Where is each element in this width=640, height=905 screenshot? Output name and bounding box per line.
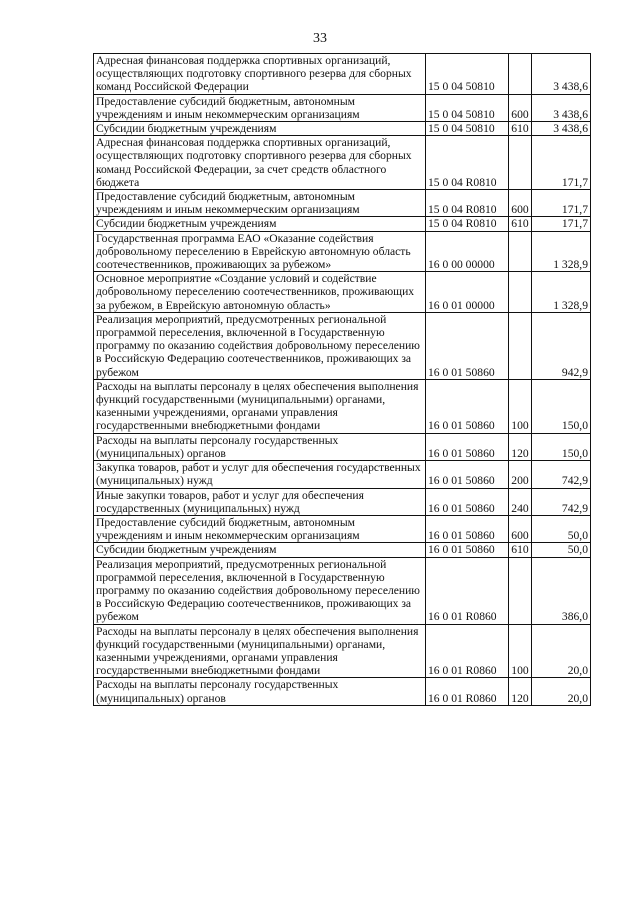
row-sum-cell: 50,0 xyxy=(532,543,591,557)
row-sum-cell: 171,7 xyxy=(532,190,591,217)
table-row xyxy=(94,543,591,557)
row-expense-type-cell xyxy=(509,557,532,624)
row-sum-cell: 171,7 xyxy=(532,217,591,231)
row-name-cell: Расходы на выплаты персоналу в целях обеспечения выполнения функций государственными (муниципальными) органами, казенными учреждениями, органами управления государственными внебюджетными фондами xyxy=(94,624,426,678)
table-row xyxy=(94,488,591,515)
row-target-code-cell: 15 0 04 R0810 xyxy=(426,190,509,217)
table-row xyxy=(94,461,591,488)
row-target-code-cell: 16 0 01 R0860 xyxy=(426,557,509,624)
row-name-cell: Основное мероприятие «Создание условий и содействие добровольному переселению соотечественников, проживающих за рубежом, в Еврейскую автономную область» xyxy=(94,272,426,313)
row-name-cell: Закупка товаров, работ и услуг для обеспечения государственных (муниципальных) нужд xyxy=(94,461,426,488)
row-target-code-cell: 15 0 04 50810 xyxy=(426,122,509,136)
row-expense-type-cell xyxy=(509,272,532,313)
row-target-code-cell: 15 0 04 R0810 xyxy=(426,217,509,231)
row-expense-type-cell xyxy=(509,136,532,190)
row-sum-cell: 150,0 xyxy=(532,379,591,433)
row-target-code-cell: 16 0 01 50860 xyxy=(426,461,509,488)
row-name-cell: Расходы на выплаты персоналу государственных (муниципальных) органов xyxy=(94,433,426,460)
table-row xyxy=(94,515,591,542)
row-expense-type-cell: 600 xyxy=(509,94,532,121)
row-name-cell: Расходы на выплаты персоналу в целях обеспечения выполнения функций государственными (муниципальными) органами, казенными учреждениями, органами управления государственными внебюджетными фондами xyxy=(94,379,426,433)
table-row xyxy=(94,312,591,379)
row-name-cell: Субсидии бюджетным учреждениям xyxy=(94,217,426,231)
page-number: 33 xyxy=(313,31,327,46)
row-expense-type-cell: 100 xyxy=(509,624,532,678)
table-row xyxy=(94,54,591,95)
row-sum-cell: 3 438,6 xyxy=(532,122,591,136)
row-sum-cell: 742,9 xyxy=(532,461,591,488)
row-target-code-cell: 16 0 01 00000 xyxy=(426,272,509,313)
row-sum-cell: 1 328,9 xyxy=(532,231,591,272)
row-sum-cell: 20,0 xyxy=(532,678,591,705)
row-expense-type-cell: 610 xyxy=(509,217,532,231)
table-row xyxy=(94,136,591,190)
row-name-cell: Адресная финансовая поддержка спортивных организаций, осуществляющих подготовку спортивного резерва для сборных команд Российской Федерации, за счет средств областного бюджета xyxy=(94,136,426,190)
row-name-cell: Государственная программа ЕАО «Оказание содействия добровольному переселению в Еврейскую автономную область соотечественников, проживающих за рубежом» xyxy=(94,231,426,272)
row-expense-type-cell: 610 xyxy=(509,543,532,557)
row-expense-type-cell: 100 xyxy=(509,379,532,433)
row-name-cell: Предоставление субсидий бюджетным, автономным учреждениям и иным некоммерческим организациям xyxy=(94,94,426,121)
row-sum-cell: 150,0 xyxy=(532,433,591,460)
row-sum-cell: 942,9 xyxy=(532,312,591,379)
table-row xyxy=(94,122,591,136)
row-expense-type-cell xyxy=(509,312,532,379)
row-expense-type-cell xyxy=(509,231,532,272)
row-name-cell: Предоставление субсидий бюджетным, автономным учреждениям и иным некоммерческим организациям xyxy=(94,190,426,217)
row-name-cell: Субсидии бюджетным учреждениям xyxy=(94,122,426,136)
row-target-code-cell: 16 0 01 50860 xyxy=(426,488,509,515)
row-sum-cell: 50,0 xyxy=(532,515,591,542)
row-target-code-cell: 16 0 00 00000 xyxy=(426,231,509,272)
row-name-cell: Расходы на выплаты персоналу государственных (муниципальных) органов xyxy=(94,678,426,705)
table-row xyxy=(94,272,591,313)
row-expense-type-cell: 240 xyxy=(509,488,532,515)
table-row xyxy=(94,94,591,121)
row-target-code-cell: 16 0 01 50860 xyxy=(426,312,509,379)
row-name-cell: Реализация мероприятий, предусмотренных региональной программой переселения, включенной в Государственную программу по оказанию содействия добровольному переселению в Российскую Федерацию соотечественников, проживающих за рубежом xyxy=(94,557,426,624)
budget-table-body xyxy=(94,54,591,706)
row-target-code-cell: 15 0 04 50810 xyxy=(426,94,509,121)
row-sum-cell: 3 438,6 xyxy=(532,94,591,121)
row-name-cell: Иные закупки товаров, работ и услуг для обеспечения государственных (муниципальных) нужд xyxy=(94,488,426,515)
row-sum-cell: 1 328,9 xyxy=(532,272,591,313)
table-row xyxy=(94,231,591,272)
row-name-cell: Реализация мероприятий, предусмотренных региональной программой переселения, включенной в Государственную программу по оказанию содействия добровольному переселению в Российскую Федерацию соотечественников, проживающих за рубежом xyxy=(94,312,426,379)
row-expense-type-cell xyxy=(509,54,532,95)
row-expense-type-cell: 120 xyxy=(509,433,532,460)
row-sum-cell: 386,0 xyxy=(532,557,591,624)
table-row xyxy=(94,190,591,217)
row-target-code-cell: 16 0 01 50860 xyxy=(426,379,509,433)
row-target-code-cell: 16 0 01 50860 xyxy=(426,433,509,460)
row-sum-cell: 171,7 xyxy=(532,136,591,190)
row-expense-type-cell: 610 xyxy=(509,122,532,136)
row-sum-cell: 20,0 xyxy=(532,624,591,678)
row-name-cell: Предоставление субсидий бюджетным, автономным учреждениям и иным некоммерческим организациям xyxy=(94,515,426,542)
row-target-code-cell: 16 0 01 50860 xyxy=(426,515,509,542)
row-target-code-cell: 16 0 01 50860 xyxy=(426,543,509,557)
table-row xyxy=(94,217,591,231)
row-sum-cell: 742,9 xyxy=(532,488,591,515)
table-row xyxy=(94,557,591,624)
row-target-code-cell: 16 0 01 R0860 xyxy=(426,624,509,678)
table-row xyxy=(94,678,591,705)
row-expense-type-cell: 120 xyxy=(509,678,532,705)
row-expense-type-cell: 600 xyxy=(509,190,532,217)
row-name-cell: Субсидии бюджетным учреждениям xyxy=(94,543,426,557)
table-row xyxy=(94,433,591,460)
row-expense-type-cell: 200 xyxy=(509,461,532,488)
budget-table xyxy=(93,53,591,706)
table-row xyxy=(94,379,591,433)
row-expense-type-cell: 600 xyxy=(509,515,532,542)
row-target-code-cell: 15 0 04 R0810 xyxy=(426,136,509,190)
row-sum-cell: 3 438,6 xyxy=(532,54,591,95)
row-name-cell: Адресная финансовая поддержка спортивных организаций, осуществляющих подготовку спортивного резерва для сборных команд Российской Федерации xyxy=(94,54,426,95)
table-row xyxy=(94,624,591,678)
row-target-code-cell: 15 0 04 50810 xyxy=(426,54,509,95)
row-target-code-cell: 16 0 01 R0860 xyxy=(426,678,509,705)
